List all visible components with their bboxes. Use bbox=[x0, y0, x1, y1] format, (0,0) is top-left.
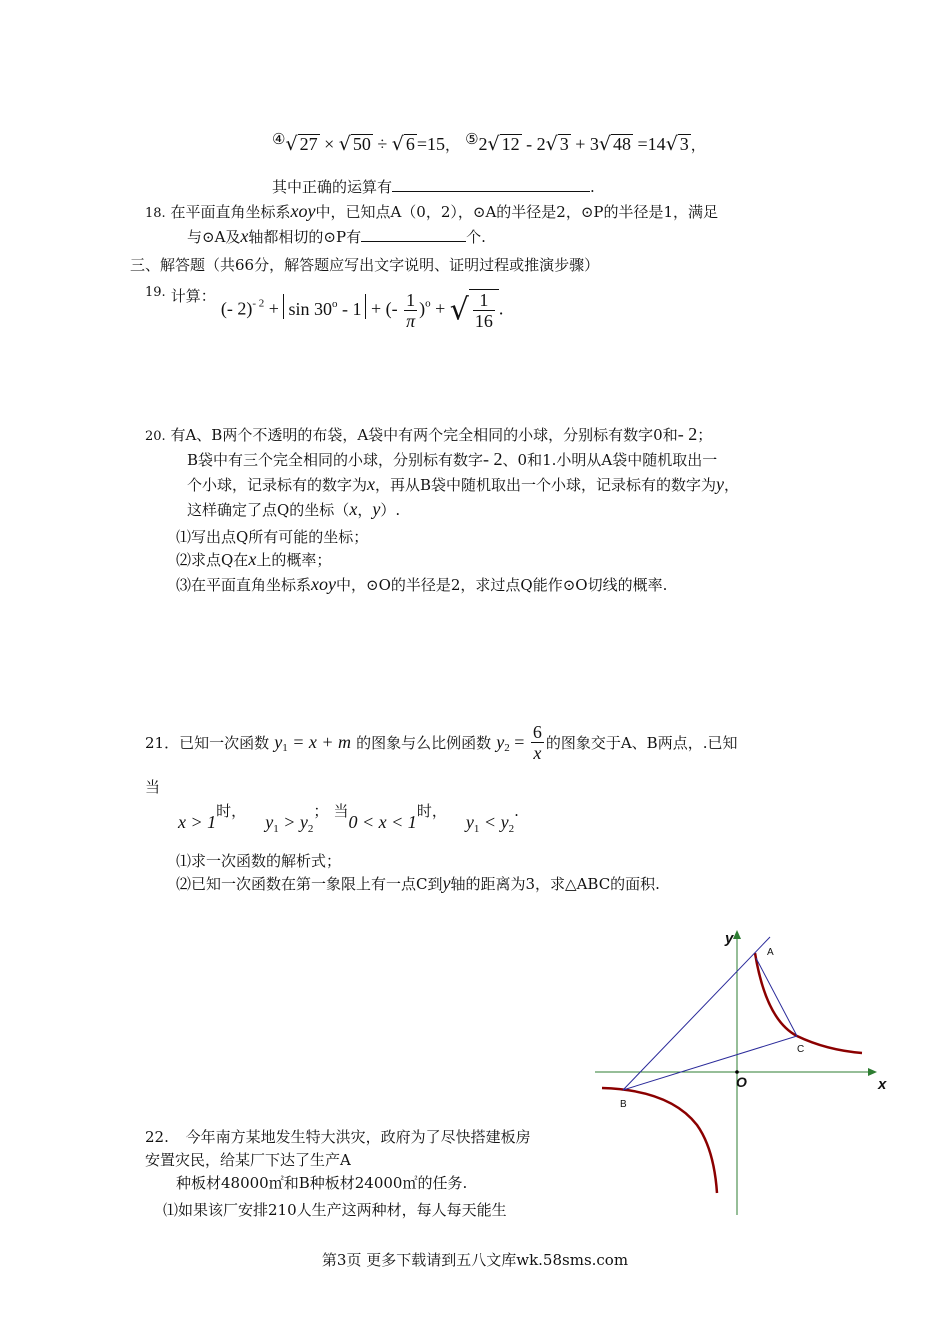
q21-line1 bbox=[145, 722, 737, 770]
var-x: x bbox=[240, 226, 249, 246]
sqrt-icon: √ bbox=[285, 133, 298, 155]
text: ， bbox=[724, 476, 740, 494]
sqrt-content bbox=[469, 289, 499, 331]
q20-sub1: ⑴写出点Q所有可能的坐标； bbox=[176, 528, 369, 546]
var-x: x bbox=[367, 474, 376, 494]
hyperbola-branch-1 bbox=[755, 953, 862, 1053]
neg-two: - 2 bbox=[483, 449, 503, 469]
text: ⑵求点Q在 bbox=[176, 551, 249, 569]
denominator: π bbox=[406, 310, 416, 331]
denominator: 16 bbox=[474, 311, 493, 331]
q21-sub2 bbox=[176, 873, 660, 894]
op: + (- bbox=[366, 298, 403, 319]
q18-number: 18. bbox=[145, 206, 166, 221]
q20-sub2 bbox=[176, 549, 331, 570]
label-o: O bbox=[736, 1074, 747, 1090]
exponent: o bbox=[425, 297, 431, 310]
condition: x > 1 bbox=[178, 812, 217, 832]
term: + 3 bbox=[570, 134, 599, 154]
q18-line2 bbox=[187, 226, 486, 247]
text: 这样确定了点Q的坐标（ bbox=[187, 501, 350, 519]
inequality: < y bbox=[479, 812, 509, 832]
equation: = x + m bbox=[287, 732, 351, 752]
var-y: y bbox=[372, 499, 381, 519]
subscript: 1 bbox=[282, 742, 288, 754]
condition: 0 < x < 1 bbox=[348, 812, 417, 832]
text: ⑶在平面直角坐标系 bbox=[176, 576, 312, 594]
var-y: y bbox=[465, 812, 474, 832]
q17-answer-line bbox=[272, 176, 595, 197]
fraction bbox=[404, 290, 417, 331]
numerator: 6 bbox=[532, 722, 542, 742]
dot: . bbox=[498, 298, 504, 319]
q21-line3 bbox=[178, 800, 519, 836]
radicand: 27 bbox=[299, 134, 318, 154]
q22-line2: 安置灾民，给某厂下达了生产A bbox=[145, 1151, 351, 1169]
q19-label: 计算： bbox=[170, 287, 216, 305]
var-y: y bbox=[265, 812, 274, 832]
radicand: 48 bbox=[613, 134, 632, 154]
sin-term: sin 30 bbox=[288, 298, 332, 319]
text: 时， bbox=[416, 802, 447, 820]
var-xoy: xoy bbox=[290, 201, 316, 221]
correct-prefix: 其中正确的运算有 bbox=[272, 178, 393, 196]
var-y: y bbox=[442, 873, 451, 893]
denominator: x bbox=[533, 743, 542, 763]
equals: = bbox=[509, 732, 529, 752]
q21-line2: 当 bbox=[145, 778, 161, 796]
numerator: 1 bbox=[404, 290, 417, 311]
paren: ) bbox=[419, 298, 426, 319]
q20-line2 bbox=[187, 449, 717, 470]
separator: ， bbox=[444, 136, 460, 154]
label-b: B bbox=[620, 1099, 627, 1110]
text: ； bbox=[697, 426, 713, 444]
section-title: 三、解答题（共66分，解答题应写出文字说明、证明过程或推演步骤） bbox=[130, 256, 600, 274]
var-xoy: xoy bbox=[311, 574, 336, 594]
q19 bbox=[145, 285, 503, 345]
q18-line1 bbox=[145, 201, 718, 222]
radicand: 6 bbox=[405, 134, 415, 154]
text: ； bbox=[313, 802, 329, 820]
text: 时， bbox=[216, 802, 247, 820]
text: 今年南方某地发生特大洪灾，政府为了尽快搭建板房 bbox=[185, 1128, 531, 1146]
degree: o bbox=[331, 297, 338, 310]
fraction bbox=[473, 290, 495, 331]
term: =14 bbox=[633, 134, 666, 154]
q17-items-line bbox=[272, 130, 706, 165]
text: B袋中有三个完全相同的小球，分别标有数字 bbox=[187, 451, 484, 469]
text: ，再从B袋中随机取出一个小球，记录标有的数字为 bbox=[375, 476, 717, 494]
q22-number: 22. bbox=[145, 1128, 169, 1146]
op: - 1 bbox=[337, 298, 362, 319]
sqrt-icon: √ bbox=[598, 133, 612, 155]
radicand: 50 bbox=[352, 134, 371, 154]
radicand: 3 bbox=[679, 134, 689, 154]
text: 与⊙A及 bbox=[187, 228, 241, 246]
answer-blank[interactable] bbox=[392, 177, 590, 192]
label-c: C bbox=[797, 1044, 805, 1055]
radicand: 12 bbox=[501, 134, 520, 154]
y-axis-arrow bbox=[733, 930, 741, 939]
subscript: 1 bbox=[473, 823, 480, 835]
var-y: y bbox=[274, 732, 283, 752]
subscript: 1 bbox=[273, 823, 279, 835]
x-axis-arrow bbox=[868, 1068, 877, 1076]
neg-two: - 2 bbox=[677, 424, 698, 444]
var-y: y bbox=[496, 732, 505, 752]
text: 、0和1.小明从A袋中随机取出一 bbox=[502, 451, 718, 469]
sqrt-icon: √ bbox=[545, 133, 558, 155]
text: 有A、B两个不透明的布袋，A袋中有两个完全相同的小球，分别标有数字0和 bbox=[170, 426, 678, 444]
text: 中，⊙O的半径是2，求过点Q能作⊙O切线的概率. bbox=[336, 576, 668, 594]
answer-blank[interactable] bbox=[361, 227, 466, 242]
abs-value bbox=[283, 294, 366, 319]
text: 轴的距离为3，求△ABC的面积. bbox=[450, 875, 660, 893]
suffix: . bbox=[590, 178, 595, 196]
times-icon: × bbox=[319, 134, 339, 154]
label-y: y bbox=[725, 930, 734, 947]
separator: ， bbox=[690, 136, 706, 154]
text: ⑵已知一次函数在第一象限上有一点C到 bbox=[176, 875, 443, 893]
var-x: x bbox=[349, 499, 358, 519]
inequality: > y bbox=[278, 812, 308, 832]
text: 个. bbox=[466, 228, 486, 246]
text: ）. bbox=[380, 501, 401, 519]
label-a: A bbox=[767, 947, 774, 958]
q21-number: 21． bbox=[145, 734, 180, 752]
subscript: 2 bbox=[508, 823, 515, 835]
q22-line4: ⑴如果该厂安排210人生产这两种材，每人每天能生 bbox=[163, 1201, 507, 1219]
exponent: - 2 bbox=[252, 297, 265, 310]
item5-marker: ⑤ bbox=[465, 130, 479, 148]
term: - 2 bbox=[521, 134, 546, 154]
text: 上的概率； bbox=[256, 551, 332, 569]
q19-number: 19. bbox=[145, 285, 166, 300]
function-graph bbox=[590, 925, 900, 1225]
term: (- 2) bbox=[220, 298, 253, 319]
radicand: 3 bbox=[559, 134, 569, 154]
numerator: 1 bbox=[473, 290, 495, 311]
sqrt-icon: √ bbox=[338, 133, 351, 155]
sqrt-icon: √ bbox=[487, 133, 500, 155]
op: + bbox=[264, 298, 284, 319]
text: 的图象交于A、B两点，.已知 bbox=[545, 734, 738, 752]
op: + bbox=[430, 298, 450, 319]
sqrt-icon: √ bbox=[449, 292, 469, 328]
subscript: 2 bbox=[307, 823, 314, 835]
q21-sub1: ⑴求一次函数的解析式； bbox=[176, 852, 342, 870]
text: 在平面直角坐标系 bbox=[170, 203, 291, 221]
q19-expression bbox=[221, 289, 504, 331]
q20-number: 20. bbox=[145, 429, 166, 444]
result: =15 bbox=[416, 134, 445, 154]
sqrt-icon: √ bbox=[665, 133, 678, 155]
q20-sub3 bbox=[176, 574, 667, 595]
q22-line3: 种板材48000㎡和B种板材24000㎡的任务. bbox=[176, 1174, 468, 1192]
q20-line1 bbox=[145, 424, 712, 445]
text: 中，已知点A（0，2），⊙A的半径是2，⊙P的半径是1，满足 bbox=[315, 203, 719, 221]
text: ， bbox=[357, 501, 373, 519]
label-x: x bbox=[878, 1076, 887, 1093]
text: 已知一次函数 bbox=[179, 734, 270, 752]
text: 的图象与么比例函数 bbox=[356, 734, 492, 752]
text: 个小球，记录标有的数字为 bbox=[187, 476, 368, 494]
fraction bbox=[531, 722, 544, 763]
q20-line3 bbox=[187, 474, 739, 495]
text: 轴都相切的⊙P有 bbox=[248, 228, 362, 246]
var-y: y bbox=[716, 474, 725, 494]
q22-line1 bbox=[145, 1126, 531, 1147]
item4-marker: ④ bbox=[272, 130, 286, 148]
divide-icon: ÷ bbox=[372, 134, 392, 154]
subscript: 2 bbox=[504, 742, 510, 754]
line-ac bbox=[756, 958, 797, 1036]
coef: 2 bbox=[478, 134, 488, 154]
text: . bbox=[514, 802, 519, 820]
q20-line4 bbox=[187, 499, 400, 520]
page-footer: 第3页 更多下载请到五八文库wk.58sms.com bbox=[321, 1251, 629, 1269]
var-x: x bbox=[248, 549, 257, 569]
sqrt-icon: √ bbox=[391, 133, 404, 155]
text: 当 bbox=[333, 802, 349, 820]
